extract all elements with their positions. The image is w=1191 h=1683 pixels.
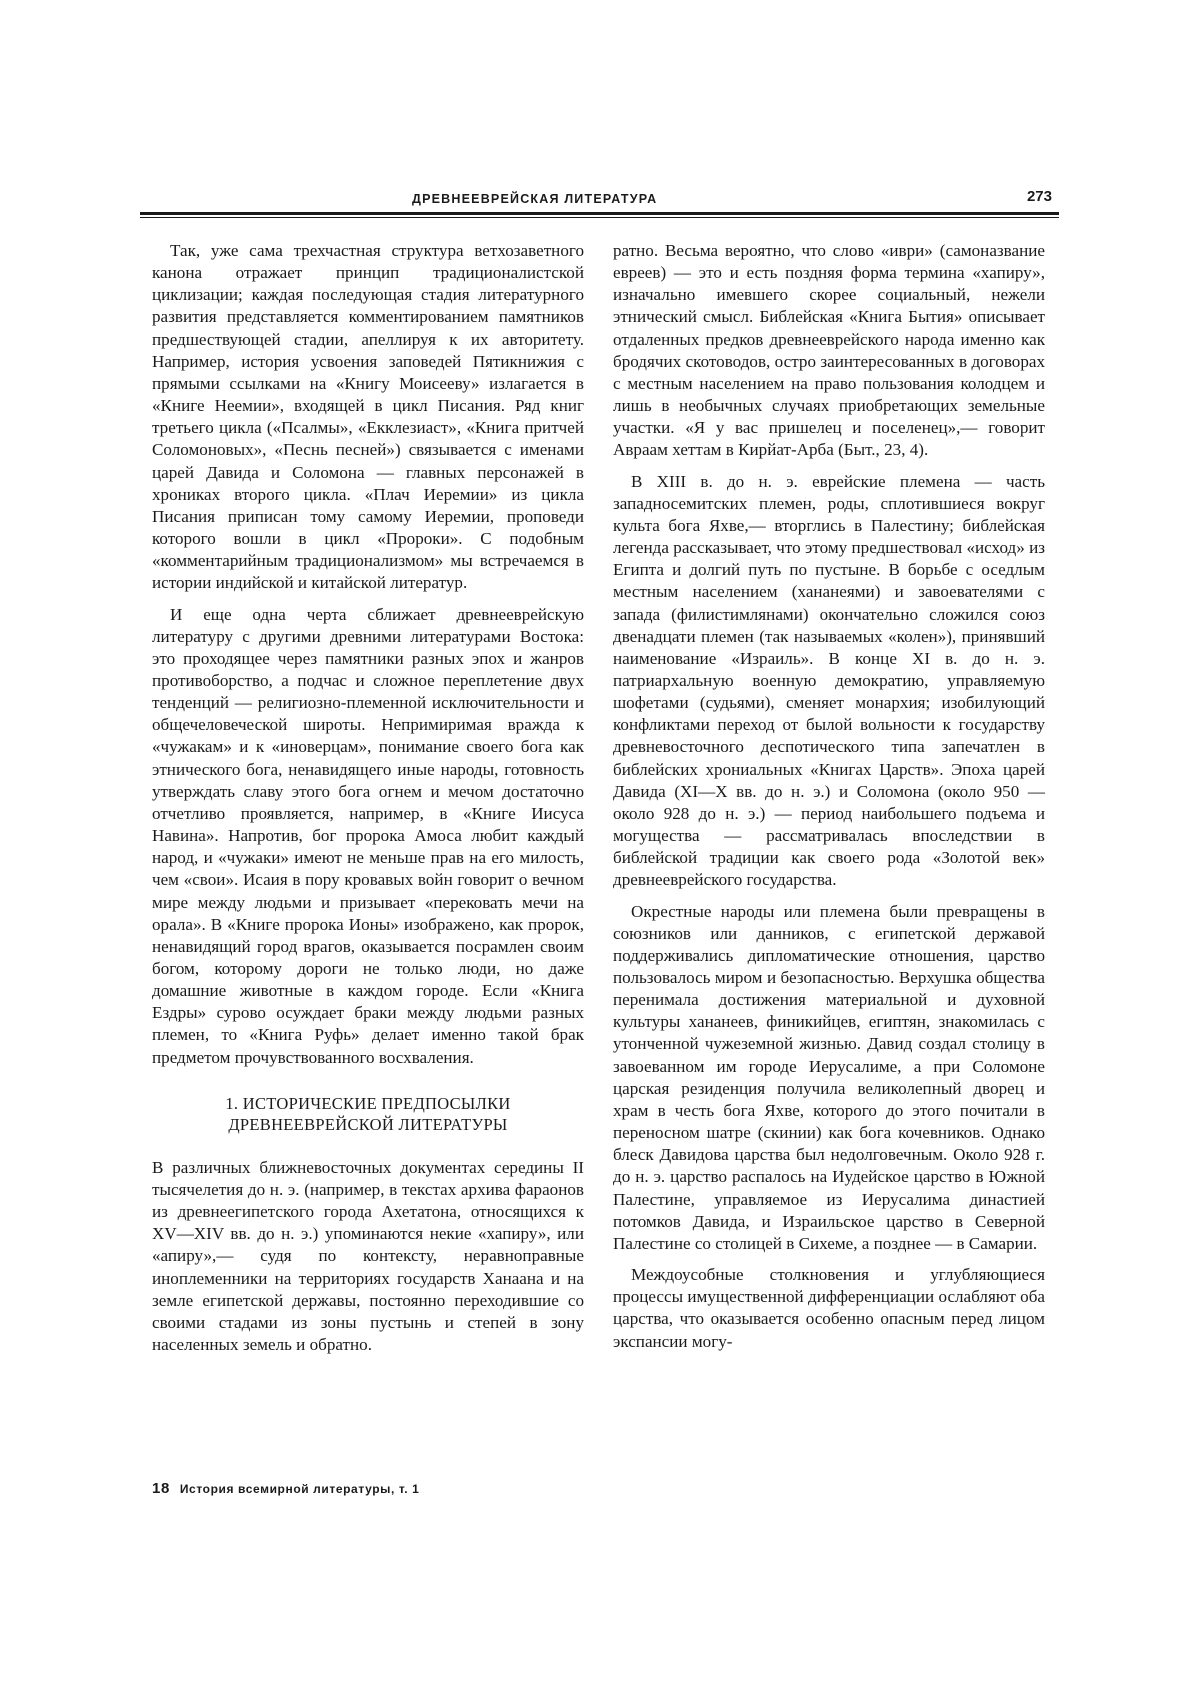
paragraph: Междоусобные столкновения и углубляющиеся процессы имущественной дифференциации ослабляют оба царства, что оказывается особенно опасным перед лицом экспансии могу- [613, 1265, 1045, 1351]
printer-signature [152, 1480, 419, 1497]
header-rule-thin [140, 217, 1059, 218]
signature-text: История всемирной литературы, т. 1 [179, 1482, 420, 1496]
paragraph: Окрестные народы или племена были превращены в союзников или данников, с египетской державой поддерживались дипломатические отношения, царство пользовалось миром и безопасностью. Верхушка общества перенимала достижения материальной и духовной культуры хананеев, финикийцев, египтян, знакомилась с утонченной чужеземной жизнью. Давид создал столицу в завоеванном им городе Иерусалиме, а при Соломоне царская резиденция получила великолепный дворец и храм в честь бога Яхве, которого до этого почитали в переносном шатре (скинии) как бога кочевников. Однако блеск Давидова царства был недолговечным. Около 928 г. до н. э. царство распалось на Иудейское царство в Южной Палестине, управляемое из Иерусалима династией потомков Давида, и Израильское царство в Северной Палестине со столицей в Сихеме, а позднее — в Самарии. [613, 901, 1045, 1253]
paragraph: Так, уже сама трехчастная структура ветхозаветного канона отражает принцип традиционалистской циклизации; каждая последующая стадия литературного развития представляется комментированием памятников предшествующей стадии, апеллируя к их авторитету. Например, история усвоения заповедей Пятикнижия с прямыми ссылками на «Книгу Моисееву» излагается в «Книге Неемии», входящей в цикл Писания. Ряд книг третьего цикла («Псалмы», «Екклезиаст», «Книга притчей Соломоновых», «Песнь песней») связывается с именами царей Давида и Соломона — главных персонажей в хрониках второго цикла. «Плач Иеремии» из цикла Писания приписан тому самому Иеремии, проповеди которого вошли в цикл «Пророки». С подобным «комментарийным традиционализмом» мы встречаемся в истории индийской и китайской литератур. [152, 241, 584, 593]
section-heading [152, 1093, 584, 1135]
paragraph: ратно. Весьма вероятно, что слово «иври» (самоназвание евреев) — это и есть поздняя форма термина «хапиру», изначально имевшего скорее социальный, нежели этнический смысл. Библейская «Книга Бытия» описывает отдаленных предков древнееврейского народа именно как бродячих скотоводов, остро заинтересованных в договорах с местным населением на право пользования колодцем и лишь в необычных случаях приобретающих земельные участки. «Я у вас пришелец и поселенец»,— говорит Авраам хеттам в Кирйат-Арба (Быт., 23, 4). [613, 241, 1045, 460]
paragraph: В различных ближневосточных документах середины II тысячелетия до н. э. (например, в текстах архива фараонов из древнеегипетского города Ахетатона, относящихся к XV—XIV вв. до н. э.) упоминаются некие «хапиру», или «апиру»,— судя по контексту, неравноправные иноплеменники на территориях государств Ханаана и на земле египетской державы, постоянно переходившие со своими стадами из зоны пустынь и степей в зону населенных земель и обратно. [152, 1157, 584, 1355]
signature-number: 18 [152, 1480, 170, 1497]
section-heading-line: 1. ИСТОРИЧЕСКИЕ ПРЕДПОСЫЛКИ [225, 1093, 511, 1113]
running-header [140, 188, 1060, 214]
running-title: ДРЕВНЕЕВРЕЙСКАЯ ЛИТЕРАТУРА [412, 192, 658, 206]
paragraph: В XIII в. до н. э. еврейские племена — часть западносемитских племен, роды, сплотившиеся вокруг культа бога Яхве,— вторглись в Палестину; библейская легенда рассказывает, что этому предшествовал «исход» из Египта и долгий путь по пустыне. В борьбе с оседлым местным населением (хананеями) и завоевателями с запада (филистимлянами) окончательно сложился союз двенадцати племен (так называемых «колен»), принявший наименование «Израиль». В конце XI в. до н. э. патриархальную военную демократию, управляемую шофетами (судьями), сменяет монархия; изобилующий конфликтами переход от былой вольности к государству древневосточного деспотического типа запечатлен в библейских хрониальных «Книгах Царств». Эпоха царей Давида (XI—X вв. до н. э.) и Соломона (около 950 — около 928 до н. э.) — период наибольшего подъема и могущества — рассматривалась впоследствии в библейской традиции как своего рода «Золотой век» древнееврейского государства. [613, 471, 1045, 890]
header-rule-thick [140, 212, 1059, 215]
section-heading-line: ДРЕВНЕЕВРЕЙСКОЙ ЛИТЕРАТУРЫ [228, 1114, 508, 1134]
page-number: 273 [1026, 188, 1052, 205]
left-column [152, 240, 584, 1356]
paragraph: И еще одна черта сближает древнееврейскую литературу с другими древними литературами Востока: это проходящее через памятники разных эпох и жанров противоборство, а подчас и сложное переплетение двух тенденций — религиозно-племенной исключительности и общечеловеческой широты. Непримиримая вражда к «чужакам» и к «иноверцам», понимание своего бога как этнического бога, ненавидящего иные народы, готовность утверждать славу этого бога огнем и мечом достаточно отчетливо проявляется, например, в «Книге Иисуса Навина». Напротив, бог пророка Амоса любит каждый народ, и «чужаки» имеют не меньше прав на его милость, чем «свои». Исаия в пору кровавых войн говорит о вечном мире между людьми и призывает «перековать мечи на орала». В «Книге пророка Ионы» изображено, как пророк, ненавидящий город врагов, оказывается посрамлен своим богом, которому дороги не только люди, но даже домашние животные в каждом городе. Если «Книга Ездры» сурово осуждает браки между людьми разных племен, то «Книга Руфь» делает именно такой брак предметом прочувствованного восхваления. [152, 604, 584, 1067]
right-column [613, 240, 1045, 1353]
